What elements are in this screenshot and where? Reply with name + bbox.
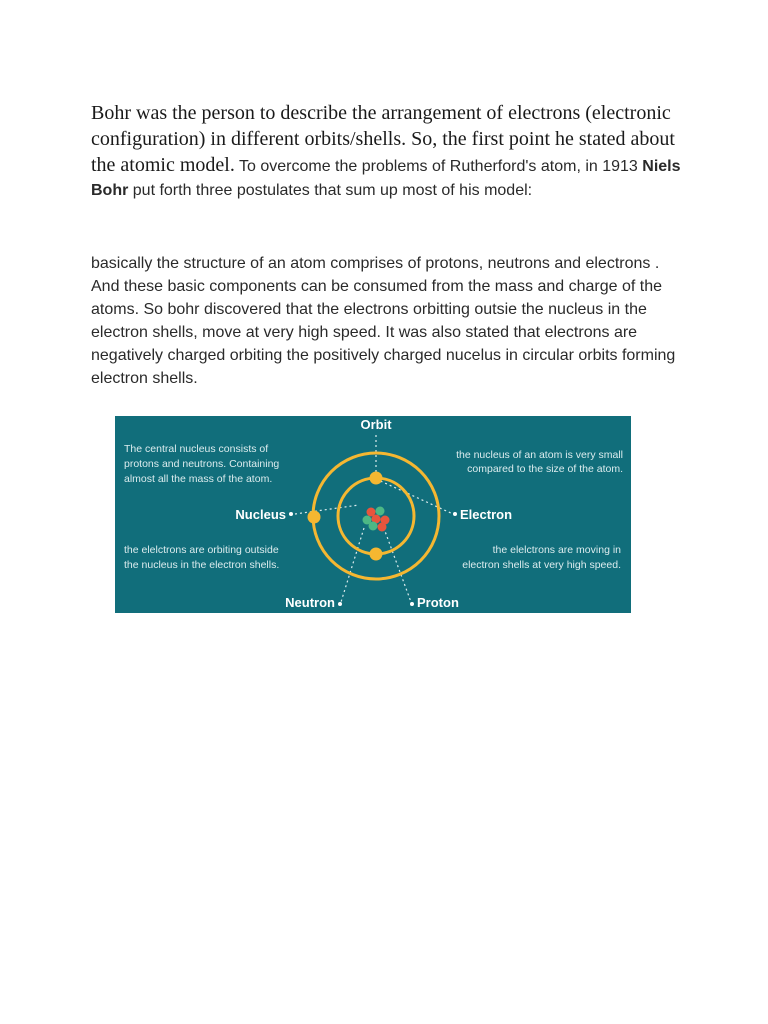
neutron-dot — [338, 602, 342, 606]
desc-top-left-line1: The central nucleus consists of — [124, 443, 269, 455]
neutron-label: Neutron — [285, 595, 335, 610]
neutron — [376, 507, 385, 516]
niels-bohr-name: Niels Bohr — [91, 158, 681, 199]
bohr-model-svg — [115, 416, 631, 613]
electron-label: Electron — [460, 507, 513, 522]
neutron — [369, 522, 378, 531]
nucleus-cluster — [363, 507, 390, 532]
intro-sans-text-end: put forth three postulates that sum up most of his model: — [128, 182, 533, 199]
orbit-label: Orbit — [360, 417, 392, 432]
desc-top-left-line2: protons and neutrons. Containing — [124, 458, 280, 470]
desc-top-right-line2: compared to the size of the atom. — [467, 463, 623, 475]
electron-top — [370, 472, 383, 485]
desc-top-right-line1: the nucleus of an atom is very small — [456, 449, 623, 461]
desc-bottom-left-line2: the nucleus in the electron shells. — [124, 559, 280, 571]
nucleus-leader — [295, 505, 359, 514]
desc-bottom-right-line1: the elelctrons are moving in — [492, 544, 621, 556]
proton — [378, 523, 387, 532]
electron-dot — [453, 512, 457, 516]
desc-bottom-left-line1: the elelctrons are orbiting outside — [124, 544, 279, 556]
intro-sans-text: To overcome the problems of Rutherford's atom, in 1913 — [234, 158, 643, 175]
desc-top-left-line3: almost all the mass of the atom. — [124, 473, 273, 485]
nucleus-dot — [289, 512, 293, 516]
proton-label: Proton — [417, 595, 459, 610]
electron-bottom — [370, 548, 383, 561]
electron-left — [308, 511, 321, 524]
desc-bottom-right-line2: electron shells at very high speed. — [462, 559, 621, 571]
nucleus-label: Nucleus — [235, 507, 286, 522]
intro-serif-text: Bohr was the person to describe the arrangement of electrons (electronic configuration) in different orbits/shells. So, the first point he stated about the atomic model. — [91, 102, 675, 176]
proton-dot — [410, 602, 414, 606]
intro-paragraph — [91, 101, 691, 203]
structure-paragraph: basically the structure of an atom comprises of protons, neutrons and electrons . And these basic components can be consumed from the mass and charge of the atoms. So bohr discovered that the electrons orbitting outsie the nucleus in the electron shells, move at very high speed. It was also stated that electrons are negatively charged orbiting the positively charged nucelus in circular orbits forming electron shells. — [91, 255, 676, 387]
proton-leader — [382, 523, 411, 602]
bohr-model-diagram — [115, 416, 631, 613]
